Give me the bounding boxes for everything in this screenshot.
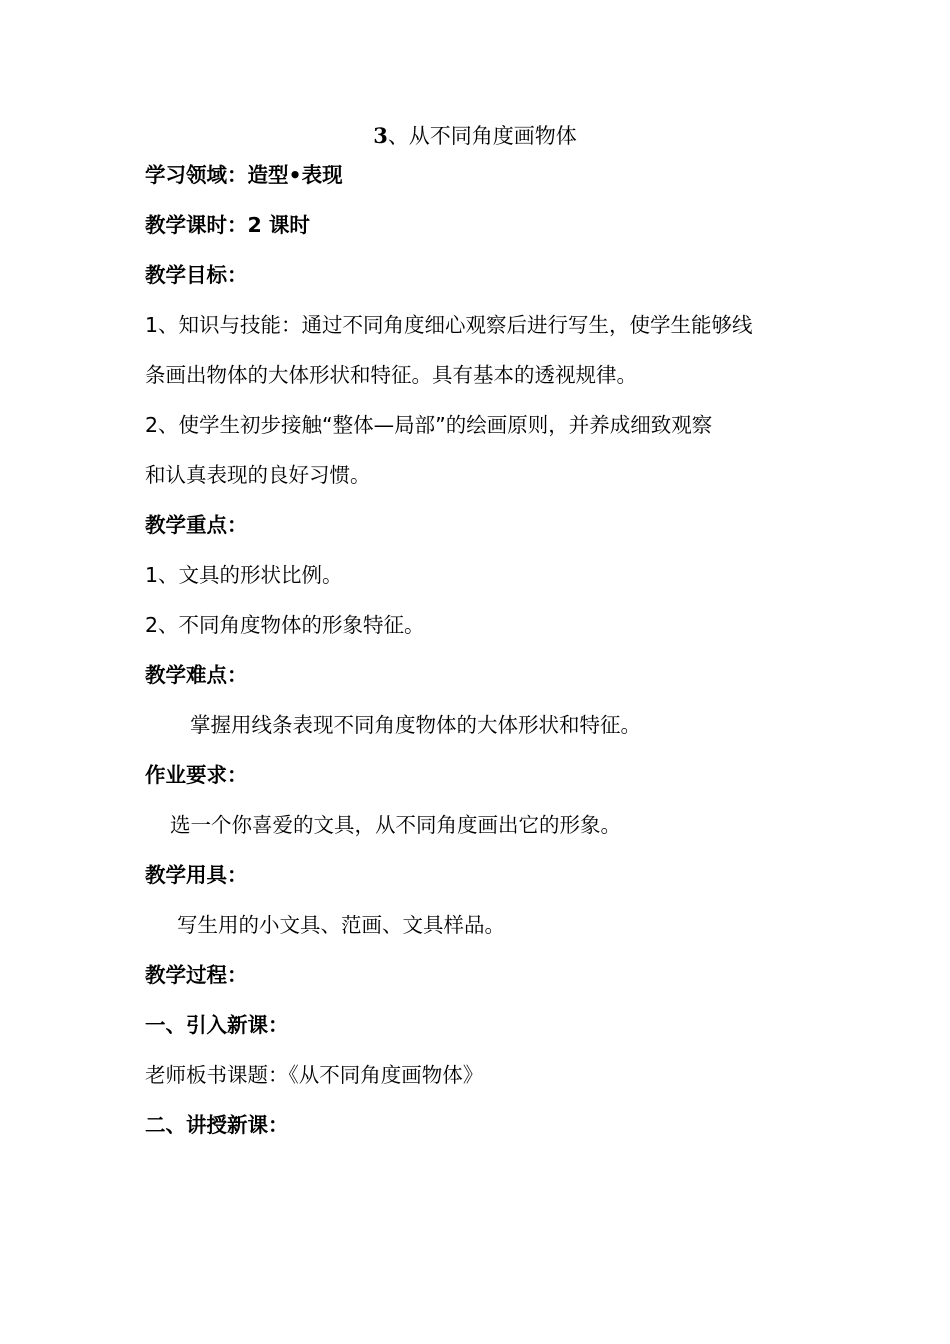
board-title-text: 老师板书课题：《从不同角度画物体》 — [145, 1063, 484, 1087]
title-number: 3 — [373, 123, 388, 148]
objective-2-line-1: 2、使学生初步接触“整体—局部”的绘画原则，并养成细致观察 — [145, 413, 713, 437]
document-title — [0, 122, 950, 150]
objective-1-line-2: 条画出物体的大体形状和特征。具有基本的透视规律。 — [145, 363, 637, 387]
heading-key-points: 教学重点： — [145, 513, 248, 537]
heading-teaching-process: 教学过程： — [145, 963, 248, 987]
learning-field: 学习领域：造型•表现 — [145, 163, 343, 187]
objective-2-line-2: 和认真表现的良好习惯。 — [145, 463, 371, 487]
difficulty-text: 掌握用线条表现不同角度物体的大体形状和特征。 — [190, 713, 641, 737]
objective-1-line-1: 1、知识与技能：通过不同角度细心观察后进行写生，使学生能够线 — [145, 313, 753, 337]
teaching-tools-text: 写生用的小文具、范画、文具样品。 — [177, 913, 505, 937]
key-point-2: 2、不同角度物体的形象特征。 — [145, 613, 425, 637]
section-1-heading: 一、引入新课： — [145, 1013, 289, 1037]
key-point-1: 1、文具的形状比例。 — [145, 563, 343, 587]
heading-difficulties: 教学难点： — [145, 663, 248, 687]
homework-text: 选一个你喜爱的文具，从不同角度画出它的形象。 — [170, 813, 621, 837]
heading-teaching-tools: 教学用具： — [145, 863, 248, 887]
title-text: 、从不同角度画物体 — [387, 124, 577, 148]
section-2-heading: 二、讲授新课： — [145, 1113, 289, 1137]
heading-homework: 作业要求： — [145, 763, 248, 787]
heading-objectives: 教学目标： — [145, 263, 248, 287]
class-hours: 教学课时：2 课时 — [145, 213, 310, 237]
